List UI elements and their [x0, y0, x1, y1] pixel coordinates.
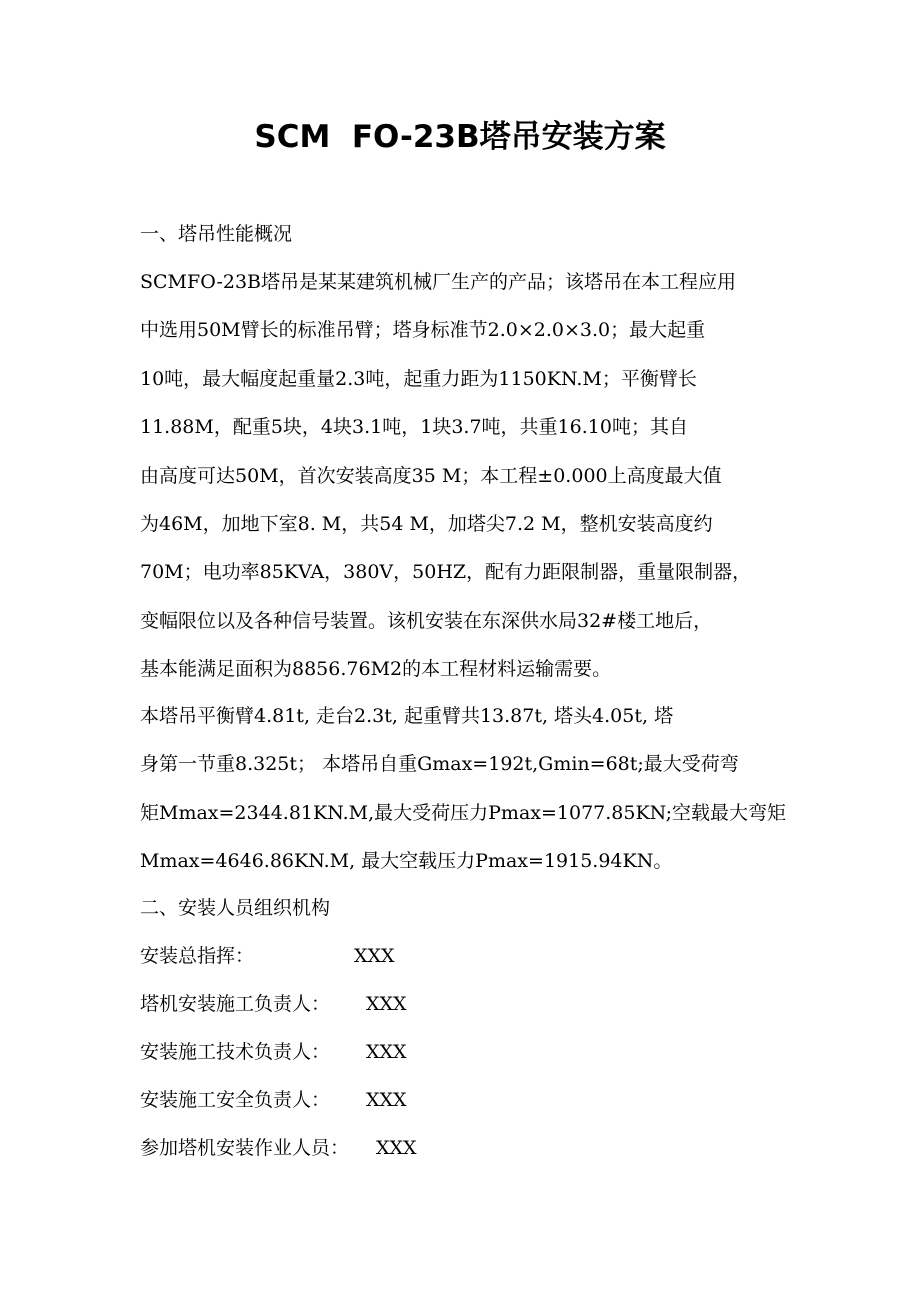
paragraph-line: 中选用50M臂长的标准吊臂；塔身标准节2.0×2.0×3.0；最大起重 — [140, 319, 706, 342]
staff-row-workers — [140, 1124, 417, 1172]
paragraph-line: 由高度可达50M，首次安装高度35 M；本工程±0.000上高度最大值 — [140, 464, 722, 487]
paragraph-line: 11.88M，配重5块，4块3.1吨，1块3.7吨，共重16.10吨；其自 — [140, 416, 688, 439]
paragraph-line: 本塔吊平衡臂4.81t, 走台2.3t, 起重臂共13.87t, 塔头4.05t, 塔 — [140, 705, 674, 727]
paragraph-line: 70M；电功率85KVA，380V，50HZ，配有力距限制器，重量限制器， — [140, 561, 752, 584]
staff-role: 安装总指挥： — [140, 945, 255, 967]
staff-name: XXX — [354, 945, 395, 967]
section-heading-performance: 一、塔吊性能概况 — [140, 223, 293, 245]
staff-row-construction-lead — [140, 980, 407, 1028]
staff-name: XXX — [366, 1089, 407, 1111]
staff-row-technical-lead — [140, 1028, 407, 1076]
staff-role: 参加塔机安装作业人员： — [140, 1137, 350, 1159]
paragraph-line: 10吨，最大幅度起重量2.3吨，起重力距为1150KN.M；平衡臂长 — [140, 367, 697, 390]
paragraph-load-data — [140, 692, 792, 886]
paragraph-line: 矩Mmax=2344.81KN.M,最大受荷压力Pmax=1077.85KN;空载最大弯矩 — [140, 801, 787, 824]
staff-role: 塔机安装施工负责人： — [140, 993, 331, 1015]
paragraph-line: 为46M，加地下室8. M，共54 M，加塔尖7.2 M，整机安装高度约 — [140, 513, 713, 536]
staff-role: 安装施工技术负责人： — [140, 1041, 331, 1063]
staff-name: XXX — [366, 1041, 407, 1063]
paragraph-line: 变幅限位以及各种信号装置。该机安装在东深供水局32#楼工地后， — [140, 609, 713, 632]
paragraph-line: 基本能满足面积为8856.76M2的本工程材料运输需要。 — [140, 658, 612, 681]
paragraph-line: SCMFO-23B塔吊是某某建筑机械厂生产的产品；该塔吊在本工程应用 — [140, 271, 737, 293]
paragraph-line: 身第一节重8.325t； 本塔吊自重Gmax=192t,Gmin=68t;最大受荷弯 — [140, 753, 739, 776]
section-heading-organization: 二、安装人员组织机构 — [140, 897, 331, 919]
staff-name: XXX — [366, 993, 407, 1015]
staff-row-chief-commander — [140, 932, 395, 980]
paragraph-line: Mmax=4646.86KN.M, 最大空载压力Pmax=1915.94KN。 — [140, 850, 673, 873]
document-title: SCM FO-23B塔吊安装方案 — [254, 119, 666, 155]
staff-row-safety-lead — [140, 1076, 407, 1124]
staff-name: XXX — [376, 1137, 417, 1159]
staff-role: 安装施工安全负责人： — [140, 1089, 331, 1111]
paragraph-performance-overview — [140, 258, 792, 694]
